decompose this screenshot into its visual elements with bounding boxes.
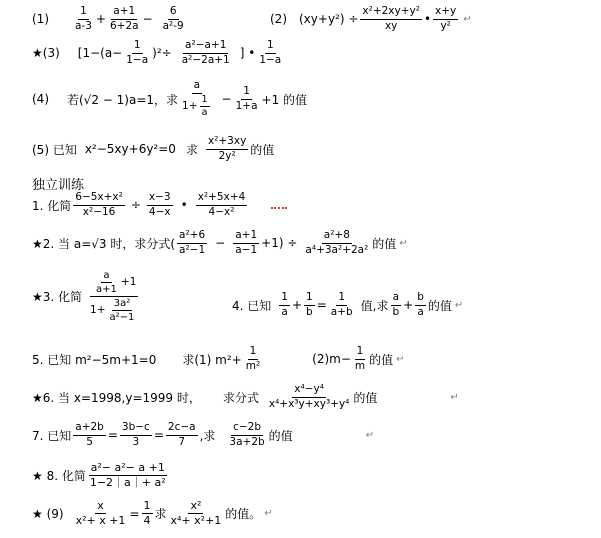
problem-3-label: ★(3)	[32, 46, 60, 61]
return-mark: ↵	[396, 353, 405, 365]
return-mark: ↵	[365, 429, 375, 441]
fraction: $\frac{1}{m}$	[354, 345, 366, 372]
fraction: $\frac{1}{1-a}$	[126, 39, 149, 66]
fraction: $\frac{1}{b}$	[306, 291, 313, 318]
fraction: $\frac{2c-a}{7}$	[167, 421, 196, 448]
fraction: 1 a	[281, 291, 288, 318]
fraction: x² x⁴+ x²+1	[170, 499, 222, 528]
fraction: 6−5x+x² x²−16	[75, 191, 123, 218]
exercise-6: ★6. 当 x=1998,y=1999 时， 求分式 x⁴−y⁴ x⁴+x³y+xy³+y⁴ 的值 ↵	[32, 383, 459, 410]
fraction: 6 a²-9	[162, 5, 184, 32]
fraction: x+y y²	[435, 5, 457, 32]
exercise-4: 4. 已知 1 a + $\frac{1}{b}$ = $\frac{1}{a+b}$ 值,求 a b + $\frac{b}{a}$ 的值 ↵	[232, 291, 464, 318]
exercise-2: ★2. 当 a=√3 时，求分式( a²+6 a²−1 − a+1 a−1 +1) ÷ a²+8 a⁴+3a²+2a² 的值 ↵	[32, 229, 408, 256]
exercise-7: 7. 已知 $\frac{a+2b}{5}$ = $\frac{3b-c}{3}$ = $\frac{2c-a}{7}$ ,求 c−2b 3a+2b 的值 ↵	[32, 421, 375, 448]
fraction: $\frac{3b-c}{3}$	[121, 421, 150, 448]
problem-2: (2) (xy+y²) ÷ $\frac{\text{x²+2xy+y²}}{xy}$ • x+y y² ↵	[270, 5, 472, 32]
return-mark: ↵	[463, 13, 472, 25]
fraction: x²+5x+4 4−x²	[197, 191, 246, 218]
fraction: c−2b 3a+2b	[229, 421, 265, 448]
spellcheck-underline	[271, 202, 287, 209]
fraction: $\frac{b}{a}$	[417, 291, 424, 318]
return-mark: ↵	[264, 508, 273, 520]
fraction: $\frac{\text{x²+2xy+y²}}{xy}$	[362, 5, 420, 32]
problem-4: (4) 若(√2 − 1)a=1，求 a 1+ $\frac{1}{a}$ − $\frac{1}{1+a}$ +1 的值	[32, 79, 308, 118]
fraction: $\frac{1}{a+b}$	[330, 291, 353, 318]
fraction: 1 a-3	[75, 5, 92, 32]
section-title: 独立训练	[32, 178, 85, 193]
exercise-9: ★ (9) $\frac{x}{\text{x²+ x +1}}$ = $\frac{1}{4}$ 求 x² x⁴+ x²+1 的值。 ↵	[32, 499, 273, 528]
exercise-3: ★3. 化简 a a+1 +1 1+ $\frac{\text{3a²}}{\text{a²−1}}$	[32, 270, 142, 323]
problem-1: (1) 1 a-3 + $\frac{a+1}{6+2a}$ − 6 a²-9	[32, 5, 184, 32]
problem-4-label: (4)	[32, 92, 49, 107]
fraction: $\frac{a+1}{6+2a}$	[109, 5, 139, 32]
fraction: $\frac{a+2b}{5}$	[75, 421, 104, 448]
return-mark: ↵	[454, 299, 464, 311]
fraction: a b	[392, 291, 400, 318]
problem-5-label: (5) 已知	[32, 142, 77, 157]
fraction: a²+8 a⁴+3a²+2a²	[305, 229, 369, 256]
fraction: a²− a²− a +1 1−2｜a｜+ a²	[89, 461, 166, 490]
problem-3: ★(3) [1−(a− $\frac{1}{1-a}$ )²÷ a²−a+1 a²−2a+1 ] • 1 1−a	[32, 39, 282, 66]
fraction: x²+3xy 2y²	[207, 135, 247, 162]
exercise-5: 5. 已知 m²−5m+1=0 求(1) m²+ $\frac{1}{\text{m²}}$ (2)m− $\frac{1}{m}$ 的值 ↵	[32, 345, 405, 372]
fraction: a+1 a−1	[235, 229, 258, 256]
fraction: $\frac{1}{4}$	[143, 499, 151, 528]
fraction: a²+6 a²−1	[179, 229, 206, 256]
fraction: x−3 4−x	[148, 191, 171, 218]
fraction: a²−a+1 a²−2a+1	[181, 39, 230, 66]
exercise-8: ★ 8. 化简 a²− a²− a +1 1−2｜a｜+ a²	[32, 461, 166, 490]
problem-1-label: (1)	[32, 12, 49, 27]
exercise-1: 1. 化简 6−5x+x² x²−16 ÷ x−3 4−x • x²+5x+4 4−x²	[32, 192, 287, 218]
complex-fraction: a a+1 +1 1+ $\frac{\text{3a²}}{\text{a²−1}}$	[90, 270, 137, 323]
fraction: $\frac{1}{\text{m²}}$	[245, 345, 261, 372]
return-mark: ↵	[450, 391, 459, 403]
problem-5: (5) 已知 x²−5xy+6y²=0 求 x²+3xy 2y² 的值	[32, 135, 275, 162]
problem-2-label: (2)	[270, 12, 287, 27]
fraction: $\frac{x}{\text{x²+ x +1}}$	[75, 499, 126, 528]
return-mark: ↵	[399, 237, 408, 249]
fraction: $\frac{1}{1+a}$	[235, 85, 258, 112]
fraction: 1 1−a	[259, 39, 282, 66]
complex-fraction: a 1+ $\frac{1}{a}$	[182, 79, 208, 118]
fraction: x⁴−y⁴ x⁴+x³y+xy³+y⁴	[268, 383, 350, 410]
